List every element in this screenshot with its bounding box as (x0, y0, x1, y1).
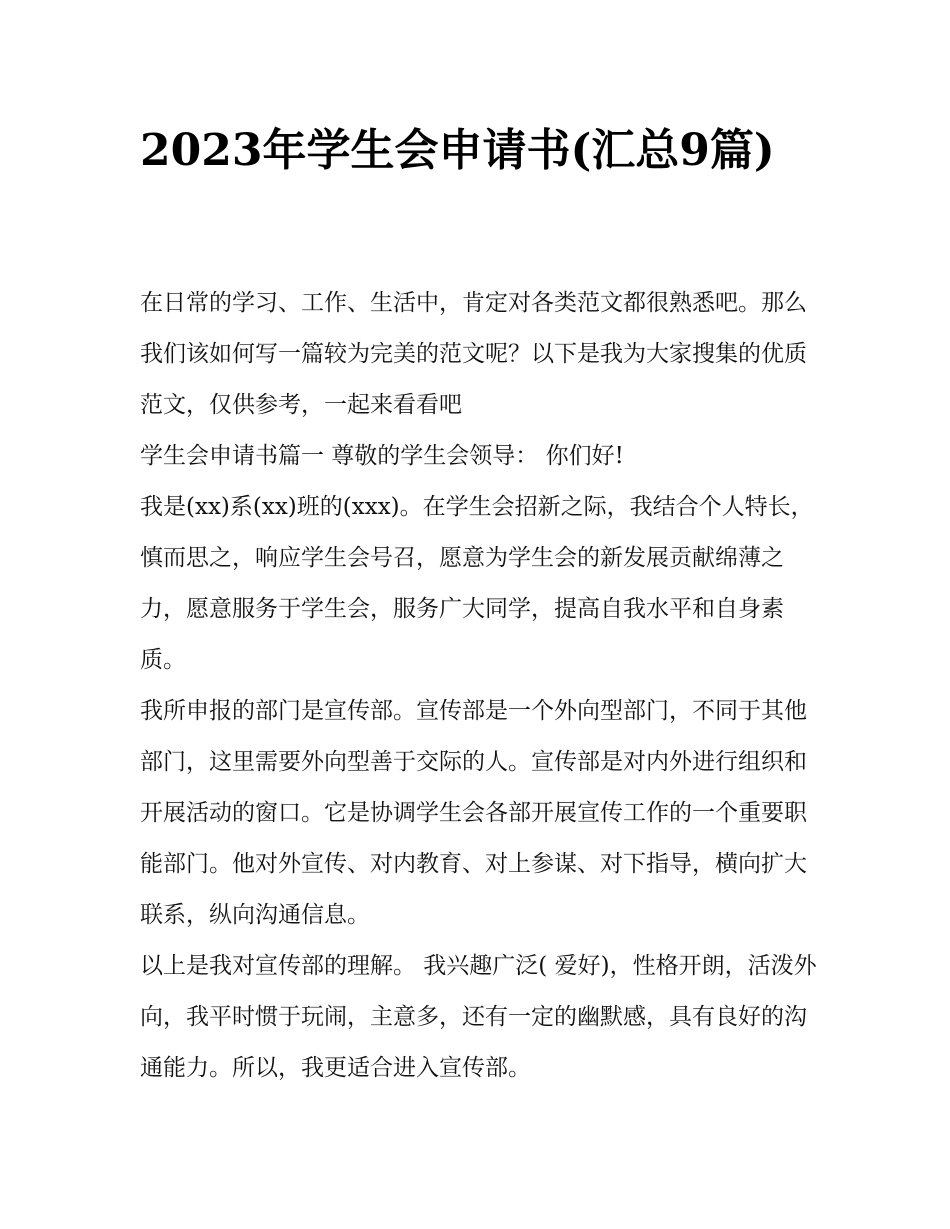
paragraph-personality: 以上是我对宣传部的理解。 我兴趣广泛( 爱好)，性格开朗，活泼外向，我平时惯于玩闹，主意多，还有一定的幽默感，具有良好的沟通能力。所以，我更适合进入宣传部。 (140, 953, 817, 1081)
paragraph-department: 我所申报的部门是宣传部。宣传部是一个外向型部门，不同于其他部门，这里需要外向型善于交际的人。宣传部是对内外进行组织和开展活动的窗口。它是协调学生会各部开展宣传工作的一个重要职能部门。他对外宣传、对内教育、对上参谋、对下指导，横向扩大联系，纵向沟通信息。 (140, 698, 807, 928)
paragraph-self-introduction: 我是(xx)系(xx)班的(xxx)。在学生会招新之际，我结合个人特长，慎而思之，响应学生会号召，愿意为学生会的新发展贡献绵薄之力，愿意服务于学生会，服务广大同学，提高自我水平和自身素质。 (140, 494, 814, 673)
paragraph-salutation: 学生会申请书篇一 尊敬的学生会领导： 你们好! (140, 443, 624, 469)
document-body (140, 278, 820, 1094)
paragraph-intro: 在日常的学习、工作、生活中，肯定对各类范文都很熟悉吧。那么我们该如何写一篇较为完美的范文呢？以下是我为大家搜集的优质范文，仅供参考，一起来看看吧 (140, 290, 807, 418)
document-title: 2023年学生会申请书(汇总9篇) (140, 125, 775, 176)
